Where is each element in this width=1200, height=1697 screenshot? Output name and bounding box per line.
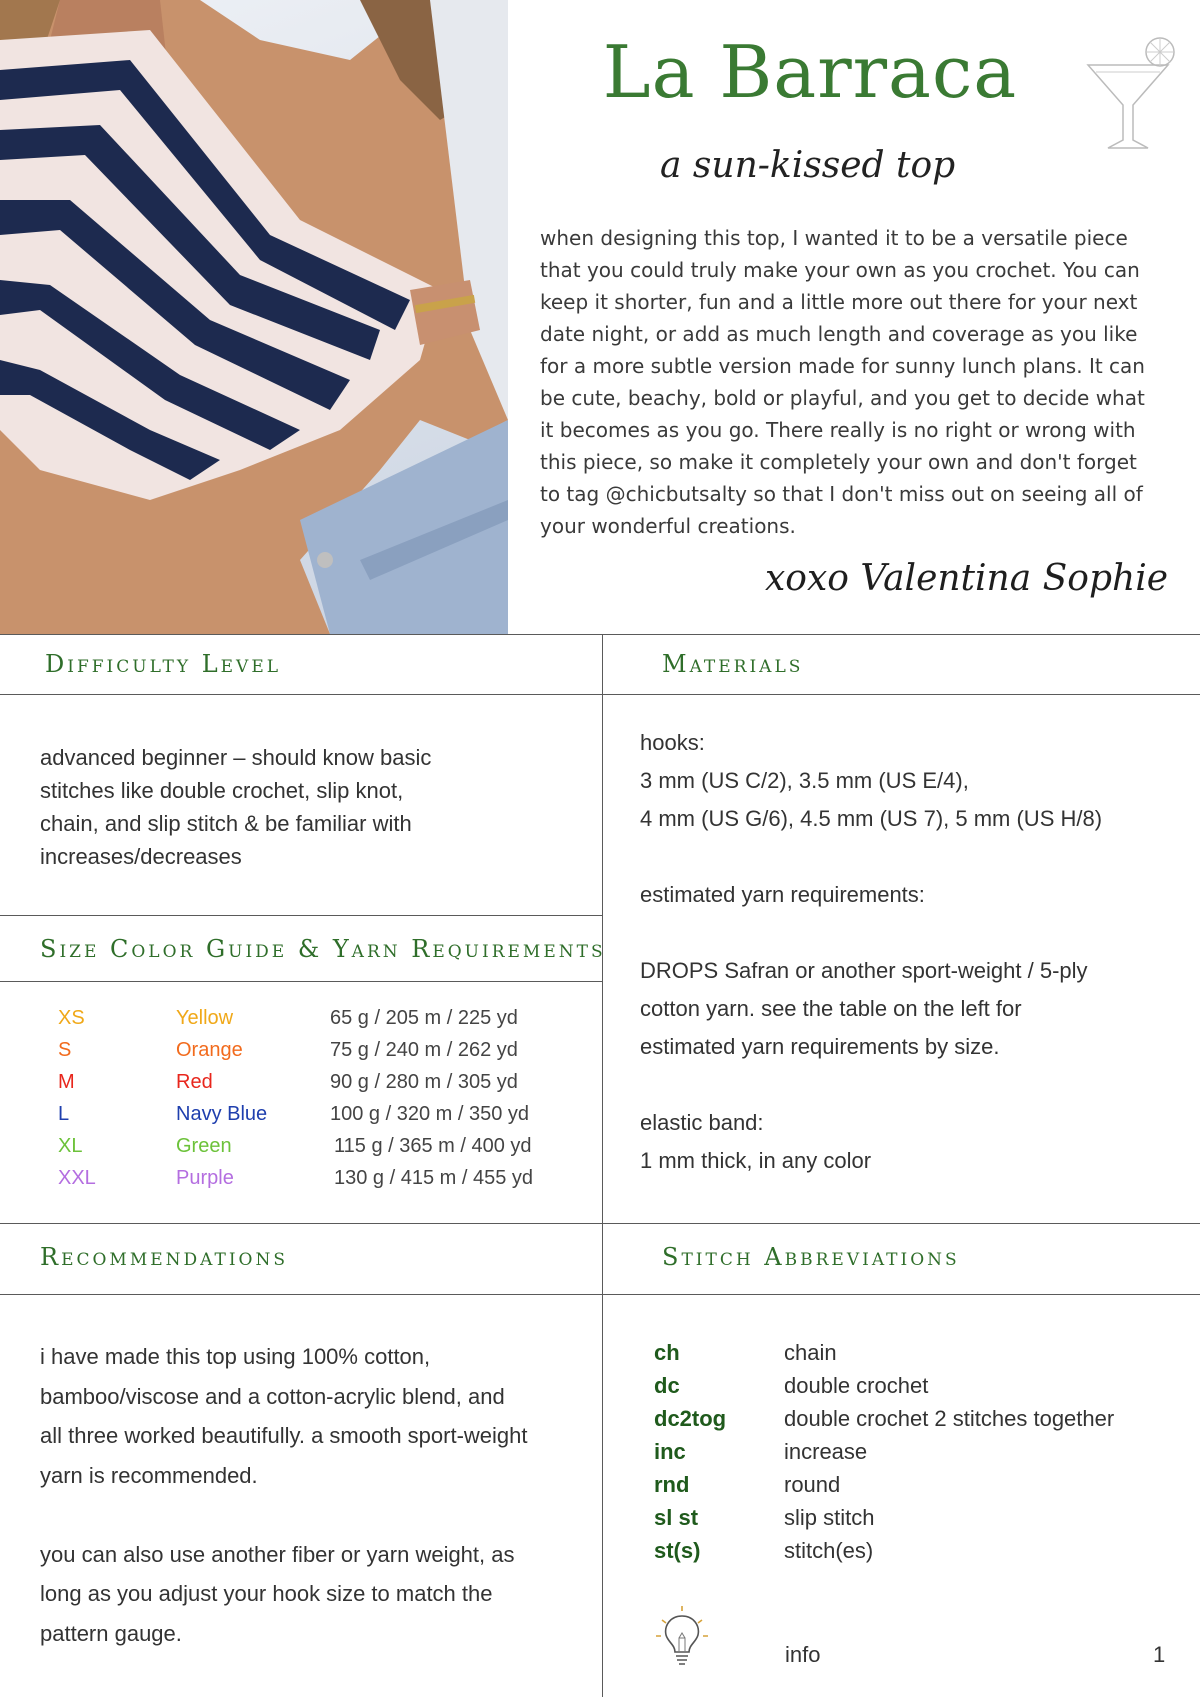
designer-signature: xoxo Valentina Sophie	[765, 558, 1169, 599]
abbreviation-value: stitch(es)	[784, 1538, 874, 1563]
difficulty-line: advanced beginner – should know basic	[40, 745, 432, 770]
materials-line: 4 mm (US G/6), 4.5 mm (US 7), 5 mm (US H/8)	[640, 806, 1103, 831]
materials-line: hooks:	[640, 730, 705, 755]
info-label: info	[785, 1642, 821, 1667]
size-label: XS	[58, 1007, 85, 1029]
color-name: Yellow	[176, 1007, 234, 1029]
difficulty-heading: Difficulty Level	[45, 650, 282, 678]
yarn-amount: 90 g / 280 m / 305 yd	[330, 1071, 518, 1093]
yarn-amount: 65 g / 205 m / 225 yd	[330, 1007, 518, 1029]
abbreviation-row	[654, 1340, 1200, 1373]
abbreviation-row	[654, 1538, 1200, 1571]
size-row	[58, 1071, 658, 1103]
abbreviation-value: double crochet 2 stitches together	[784, 1406, 1115, 1431]
size-row	[58, 1167, 658, 1199]
size-row	[58, 1103, 658, 1135]
abbreviation-row	[654, 1472, 1200, 1505]
materials-line: cotton yarn. see the table on the left for	[640, 996, 1022, 1021]
size-label: S	[58, 1039, 72, 1061]
materials-line: estimated yarn requirements:	[640, 882, 925, 907]
recommendations-line: long as you adjust your hook size to match the	[40, 1581, 493, 1606]
color-name: Purple	[176, 1167, 234, 1189]
lightbulb-icon	[654, 1604, 710, 1670]
color-name: Green	[176, 1135, 232, 1157]
divider	[0, 1223, 1200, 1224]
cocktail-glass-icon	[1078, 30, 1178, 155]
size-row	[58, 1039, 658, 1071]
materials-line: 1 mm thick, in any color	[640, 1148, 872, 1173]
size-row	[58, 1007, 658, 1039]
materials-line	[640, 1066, 1102, 1104]
size-label: L	[58, 1103, 70, 1125]
divider	[0, 915, 602, 916]
intro-paragraph: when designing this top, I wanted it to be a versatile piece that you could truly make your own as you crochet. You can keep it shorter, fun and a little more out there for your next date night, or add as much length and coverage as you like for a more subtle version made for sunny lunch plans. It can be cute, beachy, bold or playful, and you get to decide what it becomes as you go. There really is no right or wrong with this piece, so make it completely your own and don't forget to tag @chicbutsalty so that I don't miss out on seeing all of your wonderful creations.	[540, 226, 1145, 538]
pattern-title: La Barraca	[602, 30, 1018, 114]
abbreviation-row	[654, 1406, 1200, 1439]
color-name: Navy Blue	[176, 1103, 268, 1125]
yarn-amount: 75 g / 240 m / 262 yd	[330, 1039, 518, 1061]
materials-line	[640, 914, 1102, 952]
difficulty-line: stitches like double crochet, slip knot,	[40, 778, 404, 803]
abbreviations-list	[654, 1340, 1194, 1580]
difficulty-line: increases/decreases	[40, 844, 242, 869]
abbreviation-key: dc2tog	[654, 1406, 727, 1431]
materials-line: estimated yarn requirements by size.	[640, 1034, 1000, 1059]
divider	[0, 981, 602, 982]
abbreviations-heading: Stitch Abbreviations	[662, 1243, 960, 1271]
yarn-amount: 115 g / 365 m / 400 yd	[334, 1135, 532, 1157]
abbreviation-value: chain	[784, 1340, 837, 1365]
abbreviation-row	[654, 1373, 1200, 1406]
abbreviation-key: ch	[654, 1340, 680, 1365]
abbreviation-key: sl st	[654, 1505, 699, 1530]
abbreviation-value: slip stitch	[784, 1505, 875, 1530]
materials-line: 3 mm (US C/2), 3.5 mm (US E/4),	[640, 768, 969, 793]
recommendations-line: you can also use another fiber or yarn weight, as	[40, 1541, 515, 1567]
recommendations-heading: Recommendations	[40, 1243, 289, 1271]
abbreviation-value: increase	[784, 1439, 868, 1464]
recommendations-line: pattern gauge.	[40, 1620, 182, 1646]
size-table	[58, 1007, 598, 1207]
divider	[0, 694, 1200, 695]
difficulty-line: chain, and slip stitch & be familiar with	[40, 811, 412, 836]
pattern-subtitle: a sun-kissed top	[660, 145, 956, 186]
color-name: Orange	[176, 1039, 243, 1061]
abbreviation-row	[654, 1505, 1200, 1538]
abbreviation-key: rnd	[654, 1472, 690, 1497]
materials-line: elastic band:	[640, 1110, 764, 1135]
yarn-amount: 130 g / 415 m / 455 yd	[334, 1167, 534, 1189]
abbreviation-row	[654, 1439, 1200, 1472]
divider	[0, 634, 1200, 635]
difficulty-text	[40, 741, 431, 873]
page-number: 1	[1153, 1642, 1166, 1667]
materials-line	[640, 838, 1102, 876]
materials-heading: Materials	[662, 650, 804, 678]
abbreviation-value: double crochet	[784, 1373, 929, 1398]
recommendations-line: bamboo/viscose and a cotton-acrylic blend, and	[40, 1383, 505, 1409]
abbreviation-key: dc	[654, 1373, 680, 1398]
crochet-top-image	[0, 0, 508, 634]
product-photo	[0, 0, 508, 634]
size-label: M	[58, 1071, 75, 1093]
recommendations-line: all three worked beautifully. a smooth sport-weight	[40, 1423, 528, 1448]
recommendations-line: yarn is recommended.	[40, 1462, 258, 1488]
divider	[0, 1294, 1200, 1295]
recommendations-line: i have made this top using 100% cotton,	[40, 1344, 431, 1369]
size-label: XXL	[58, 1167, 96, 1189]
color-name: Red	[176, 1071, 213, 1093]
materials-text	[640, 724, 1102, 1180]
size-row	[58, 1135, 658, 1167]
recommendations-text	[40, 1337, 528, 1653]
yarn-amount: 100 g / 320 m / 350 yd	[330, 1103, 530, 1125]
size-guide-heading: Size Color Guide & Yarn Requirements	[40, 935, 606, 963]
size-label: XL	[58, 1135, 83, 1157]
abbreviation-value: round	[784, 1472, 841, 1497]
materials-line: DROPS Safran or another sport-weight / 5-ply	[640, 958, 1088, 983]
abbreviation-key: st(s)	[654, 1538, 701, 1563]
recommendations-line	[40, 1495, 528, 1535]
abbreviation-key: inc	[654, 1439, 686, 1464]
